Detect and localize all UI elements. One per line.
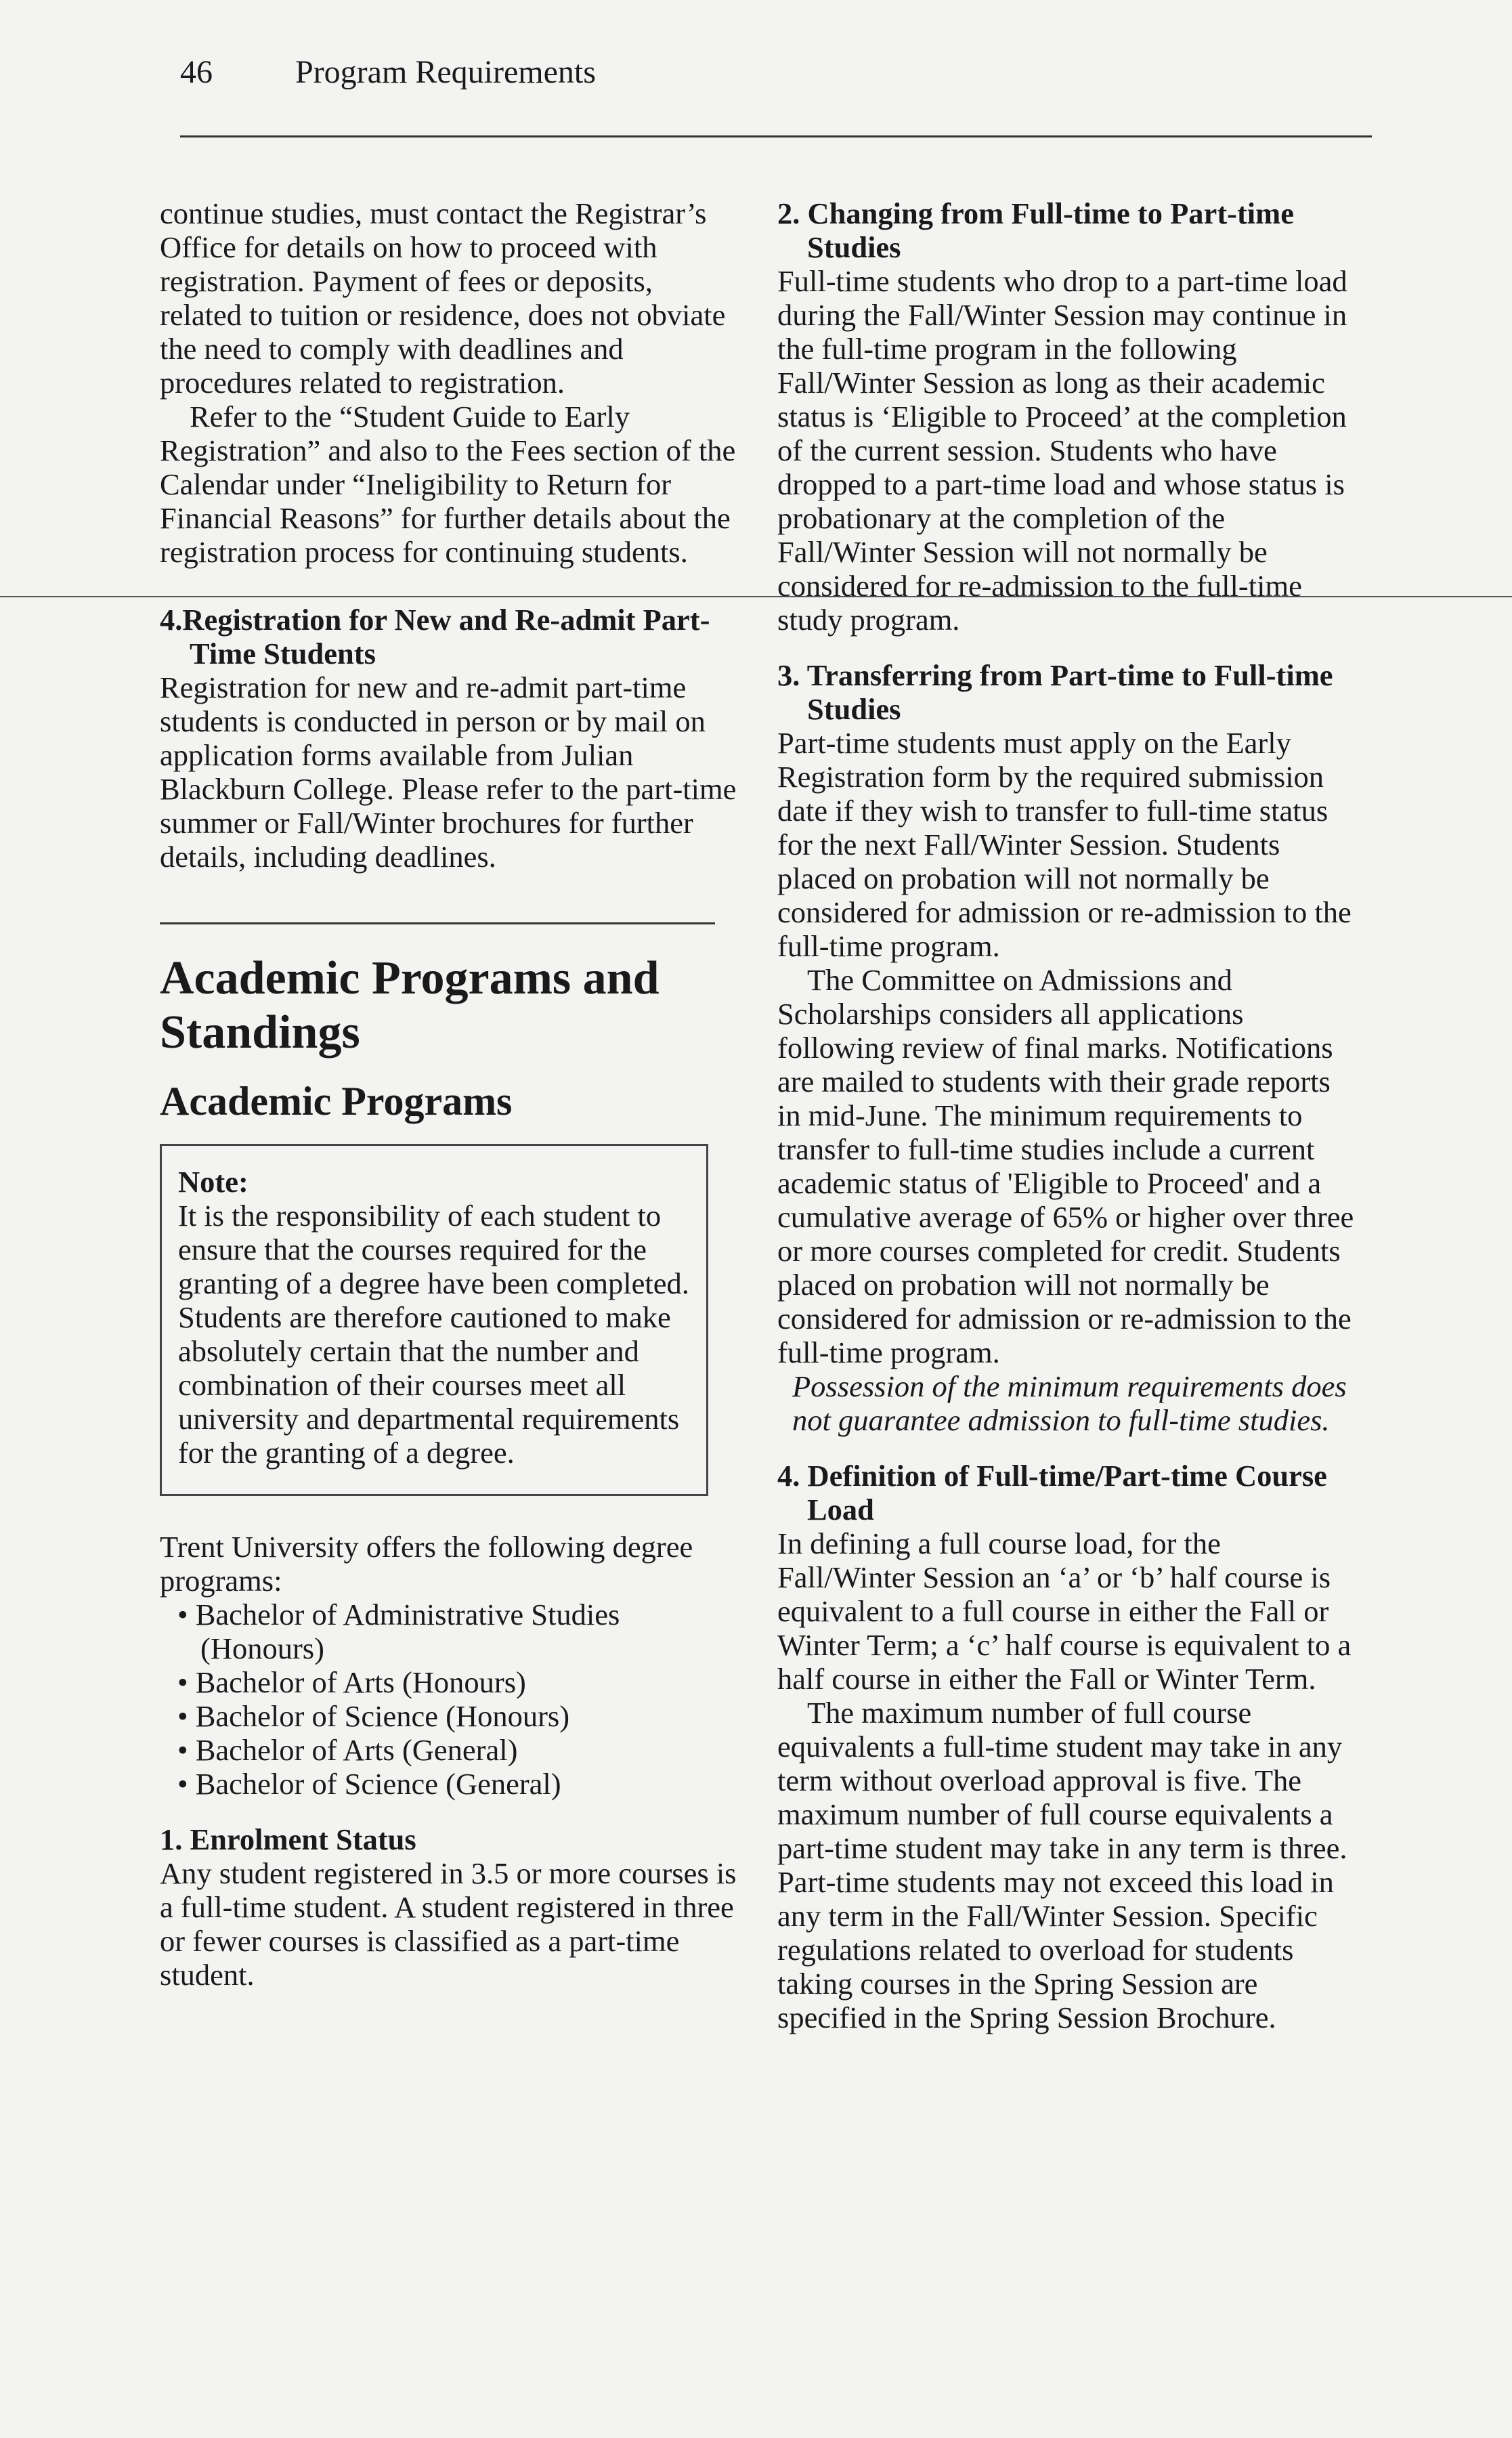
list-item: • Bachelor of Science (General)	[160, 1767, 742, 1801]
section4-registration-body: Registration for new and re-admit part-time students is conducted in person or by mail on application forms available from Julian Blackburn College. Please refer to the part-time summer or Fall/Winter brochures for further details, including deadlines.	[160, 670, 737, 874]
left-column	[160, 196, 742, 1992]
sub-heading: Academic Programs	[160, 1079, 513, 1124]
section3-committee: The Committee on Admissions and Scholarships considers all applications following review of final marks. Notifications are mailed to students with their grade reports in mid-June. The minimum requirements to transfer to full-time studies include a current academic status of 'Eligible to Proceed' and a cumulative average of 65% or higher over three or more courses completed for credit. Students placed on probation will not normally be considered for admission or re-admission to the full-time program.	[777, 963, 1354, 1369]
note-title: Note:	[178, 1165, 249, 1199]
section4-max-load: The maximum number of full course equivalents a full-time student may take in any term without overload approval is five. The maximum number of full course equivalents a part-time student may take in any term is three. Part-time students may not exceed this load in any term in the Fall/Winter Session. Specific regulations related to overload for students taking courses in the Spring Session are specified in the Spring Session Brochure.	[777, 1696, 1347, 2034]
section4-body: In defining a full course load, for the Fall/Winter Session an ‘a’ or ‘b’ half course is equivalent to a full course in either the Fall or Winter Term; a ‘c’ half course is equivalent to a half course in either the Fall or Winter Term.	[777, 1526, 1352, 1696]
programs-intro: Trent University offers the following degree programs:	[160, 1530, 693, 1598]
list-item: • Bachelor of Arts (General)	[160, 1733, 742, 1767]
enrolment-heading: 1. Enrolment Status	[160, 1822, 416, 1856]
list-item: • Bachelor of Administrative Studies (Honours)	[160, 1598, 742, 1665]
enrolment-body: Any student registered in 3.5 or more courses is a full-time student. A student registered in three or fewer courses is classified as a part-time student.	[160, 1856, 737, 1992]
list-item: • Bachelor of Science (Honours)	[160, 1699, 742, 1733]
section3-body: Part-time students must apply on the Early Registration form by the required submission date if they wish to transfer to full-time status for the next Fall/Winter Session. Students placed on probation will not normally be considered for admission or re-admission to the full-time program.	[777, 726, 1352, 963]
page-number: 46	[180, 54, 213, 90]
section4-heading: 4. Definition of Full-time/Part-time Course Load	[777, 1459, 1327, 1526]
right-column	[777, 196, 1360, 2034]
main-heading: Academic Programs and Standings	[160, 952, 660, 1058]
page-header	[180, 49, 1372, 96]
list-item: • Bachelor of Arts (Honours)	[160, 1665, 742, 1699]
intro-paragraph: continue studies, must contact the Registrar’s Office for details on how to proceed with registration. Payment of fees or deposits, related to tuition or residence, does not obviate the need to comply with deadlines and procedures related to registration.	[160, 196, 726, 400]
section4-registration-heading: 4.Registration for New and Re-admit Part-Time Students	[160, 603, 710, 670]
section2-heading: 2. Changing from Full-time to Part-time Studies	[777, 196, 1294, 264]
section3-heading: 3. Transferring from Part-time to Full-time Studies	[777, 658, 1333, 726]
note-body: It is the responsibility of each student to ensure that the courses required for the granting of a degree have been completed. Students are therefore cautioned to make absolutely certain that the number and combination of their courses meet all university and departmental requirements for the granting of a degree.	[178, 1199, 689, 1470]
refer-paragraph: Refer to the “Student Guide to Early Registration” and also to the Fees section of the Calendar under “Ineligibility to Return for Financial Reasons” for further details about the registration process for continuing students.	[160, 400, 736, 569]
section2-body: Full-time students who drop to a part-time load during the Fall/Winter Session may continue in the full-time program in the following Fall/Winter Session as long as their academic status is ‘Eligible to Proceed’ at the completion of the current session. Students who have dropped to a part-time load and whose status is probationary at the completion of the Fall/Winter Session will not normally be considered for re-admission to the full-time study program.	[777, 264, 1347, 637]
running-title: Program Requirements	[295, 54, 596, 90]
note-box	[160, 1144, 708, 1496]
header-rule	[180, 135, 1372, 137]
section-rule	[160, 922, 715, 924]
section3-italic-note: Possession of the minimum requirements does not guarantee admission to full-time studies.	[792, 1369, 1347, 1437]
degree-list	[160, 1598, 742, 1801]
